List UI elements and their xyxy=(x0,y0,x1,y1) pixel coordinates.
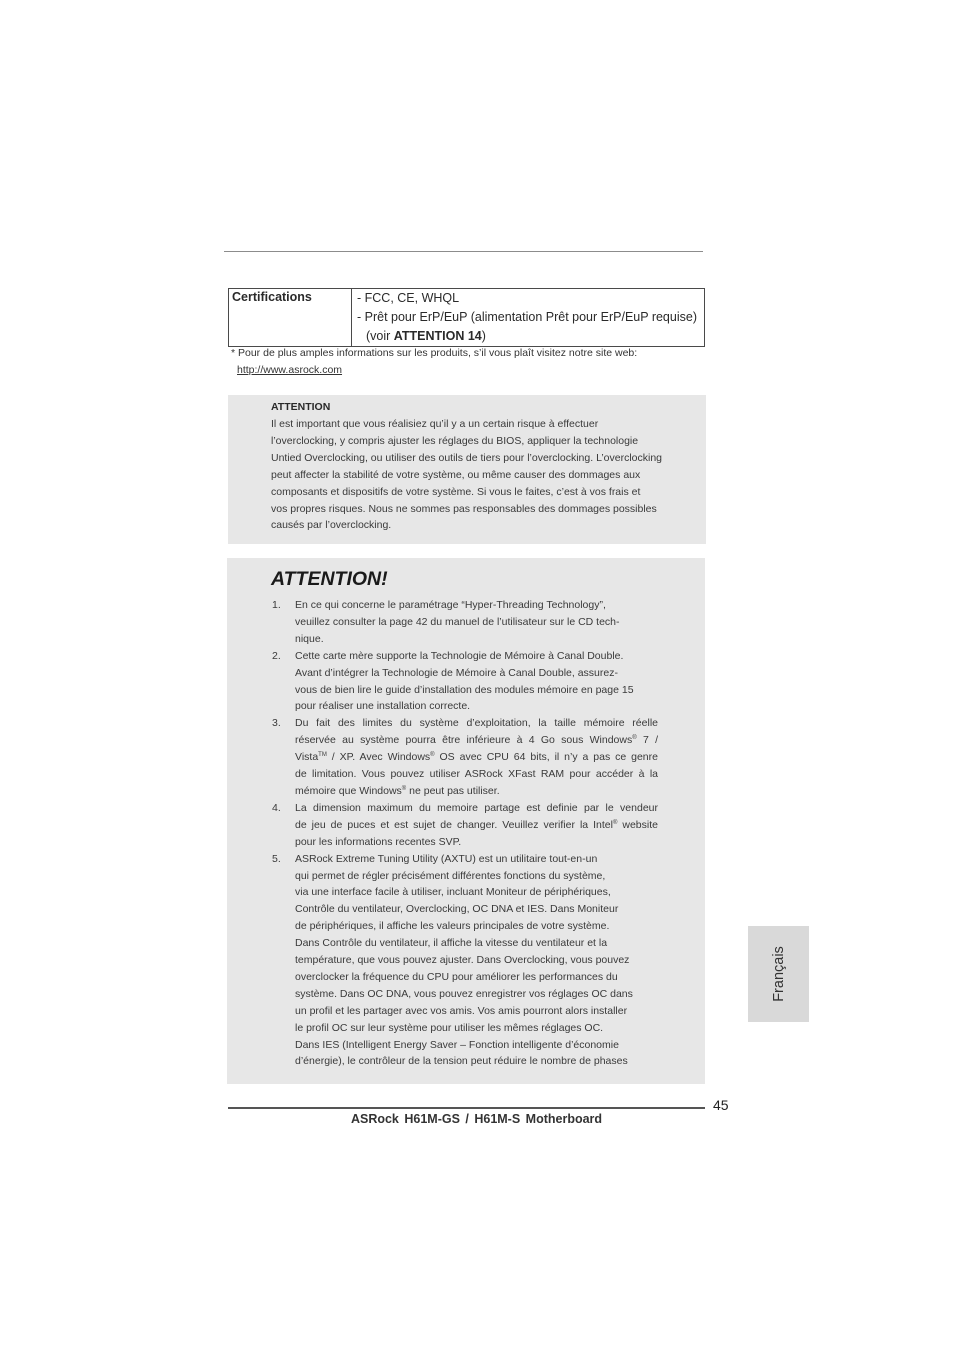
footnote-text: * Pour de plus amples informations sur les produits, s’il vous plaît visitez notre site web: xyxy=(231,347,638,359)
list-item-line xyxy=(295,783,658,800)
list-item-line xyxy=(295,732,658,749)
list-item-number: 3. xyxy=(272,717,281,730)
attention-list xyxy=(227,597,705,1070)
cert-line-1: - FCC, CE, WHQL xyxy=(357,291,460,305)
list-item-line xyxy=(295,749,658,766)
list-item-line: température, que vous pouvez ajuster. Dans Overclocking, vous pouvez xyxy=(295,954,630,967)
list-item xyxy=(227,715,658,800)
attention-box-line: composants et dispositifs de votre système. Si vous le faites, c’est à vos frais et xyxy=(271,485,641,498)
list-item-number: 2. xyxy=(272,649,281,662)
line-text: réservée au système pourra être inférieure à 4 Go sous Windows xyxy=(295,734,633,747)
language-tab xyxy=(748,926,809,1022)
list-item xyxy=(227,597,658,648)
asrock-link[interactable]: http://www.asrock.com xyxy=(237,364,343,376)
line-text: / XP. Avec Windows xyxy=(326,751,431,764)
cert-label: Certifications xyxy=(229,289,352,347)
line-text: de jeu de puces et est sujet de changer. Veuillez verifier la Intel xyxy=(295,818,613,831)
list-item-line: veuillez consulter la page 42 du manuel de l’utilisateur sur le CD tech- xyxy=(295,615,620,628)
list-item-line: Dans Contrôle du ventilateur, il affiche la vitesse du ventilateur et la xyxy=(295,937,608,950)
list-item-line: Dans IES (Intelligent Energy Saver – Fonction intelligente d’économie xyxy=(295,1038,619,1051)
list-item-line: de limitation. Vous pouvez utiliser ASRock XFast RAM pour accéder à la xyxy=(295,768,658,781)
list-item-line: En ce qui concerne le paramétrage “Hyper-Threading Technology”, xyxy=(295,599,606,611)
attention-heading: ATTENTION! xyxy=(271,568,388,590)
list-item-line: pour réaliser une installation correcte. xyxy=(295,700,471,713)
top-rule xyxy=(224,251,703,252)
attention-notes-box xyxy=(227,558,705,1084)
cert-values xyxy=(352,289,705,347)
list-item-line: de périphériques, il affiche les valeurs principales de votre système. xyxy=(295,920,610,933)
registered-mark: ® xyxy=(401,785,407,792)
list-item xyxy=(227,648,658,716)
cert-line-3-post: ) xyxy=(481,329,486,343)
attention-box-line: vos propres risques. Nous ne sommes pas responsables des dommages possibles xyxy=(271,502,657,515)
line-text: website xyxy=(617,818,658,831)
list-item-line: overclocker la fréquence du CPU pour améliorer les performances du xyxy=(295,970,618,983)
list-item-line: le profil OC sur leur système pour utiliser les mêmes réglages OC. xyxy=(295,1021,604,1034)
language-tab-label: Français xyxy=(770,946,787,1002)
bottom-rule xyxy=(228,1107,705,1109)
list-item-line: vous de bien lire le guide d’installation des modules mémoire en page 15 xyxy=(295,683,634,696)
list-item-line: d’énergie), le contrôleur de la tension peut réduire le nombre de phases xyxy=(295,1055,628,1068)
cert-line-3-pre: (voir xyxy=(366,329,394,343)
attention-box-line: Untied Overclocking, ou utiliser des outils de tiers pour l’overclocking. L’overclocking xyxy=(271,451,663,464)
list-item-line: via une interface facile à utiliser, incluant Moniteur de périphériques, xyxy=(295,886,611,899)
list-item-line: système. Dans OC DNA, vous pouvez enregistrer vos réglages OC dans xyxy=(295,987,633,1000)
cert-line-3-ref: ATTENTION 14 xyxy=(393,329,482,343)
list-item-line: Avant d’intégrer la Technologie de Mémoire à Canal Double, assurez- xyxy=(295,666,618,679)
list-item-number: 5. xyxy=(272,852,281,865)
list-item-line: Cette carte mère supporte la Technologie de Mémoire à Canal Double. xyxy=(295,649,624,662)
list-item-line: pour les informations recentes SVP. xyxy=(295,835,462,848)
page-number: 45 xyxy=(713,1097,729,1113)
registered-mark: ® xyxy=(612,819,618,826)
list-item-line: un profil et les partager avec vos amis. Vos amis pourront alors installer xyxy=(295,1004,628,1017)
list-item xyxy=(227,851,658,1071)
list-item xyxy=(227,800,658,851)
line-text: Vista xyxy=(295,751,319,764)
attention-box-body xyxy=(271,416,696,534)
certifications-table xyxy=(228,288,705,347)
list-item-number: 4. xyxy=(272,801,281,814)
list-item-line: Contrôle du ventilateur, Overclocking, OC DNA et IES. Dans Moniteur xyxy=(295,903,619,916)
footer-title: ASRock H61M-GS / H61M-S Motherboard xyxy=(350,1112,603,1126)
line-text: 7 / xyxy=(636,734,658,747)
list-item-line: ASRock Extreme Tuning Utility (AXTU) est un utilitaire tout-en-un xyxy=(295,852,598,865)
line-text: ne peut pas utiliser. xyxy=(406,784,500,797)
registered-mark: ® xyxy=(430,752,435,759)
line-text: mémoire que Windows xyxy=(295,784,402,797)
attention-box-line: causés par l’overclocking. xyxy=(271,519,392,532)
list-item-line xyxy=(295,817,658,834)
list-item-line: nique. xyxy=(295,632,324,645)
attention-box-title: ATTENTION xyxy=(271,401,331,413)
footnote xyxy=(231,345,637,379)
trademark-mark: TM xyxy=(318,752,327,759)
attention-box-line: l’overclocking, y compris ajuster les réglages du BIOS, appliquer la technologie xyxy=(271,434,639,447)
attention-box-line: peut affecter la stabilité de votre système, ou même causer des dommages aux xyxy=(271,468,641,481)
list-item-line: Du fait des limites du système d’exploitation, la taille mémoire réelle xyxy=(295,717,658,730)
list-item-number: 1. xyxy=(272,599,281,611)
cert-line-2: - Prêt pour ErP/EuP (alimentation Prêt pour ErP/EuP requise) xyxy=(357,310,697,324)
attention-overclocking-box xyxy=(228,395,706,544)
line-text: OS avec CPU 64 bits, il n’y a pas ce genre xyxy=(434,751,658,764)
registered-mark: ® xyxy=(632,735,637,742)
list-item-line: qui permet de régler précisément différentes fonctions du système, xyxy=(295,869,606,882)
list-item-line: La dimension maximum du memoire partage est definie par le vendeur xyxy=(295,801,658,814)
attention-box-line: Il est important que vous réalisiez qu’il y a un certain risque à effectuer xyxy=(271,418,599,430)
cert-line-3 xyxy=(357,327,704,346)
